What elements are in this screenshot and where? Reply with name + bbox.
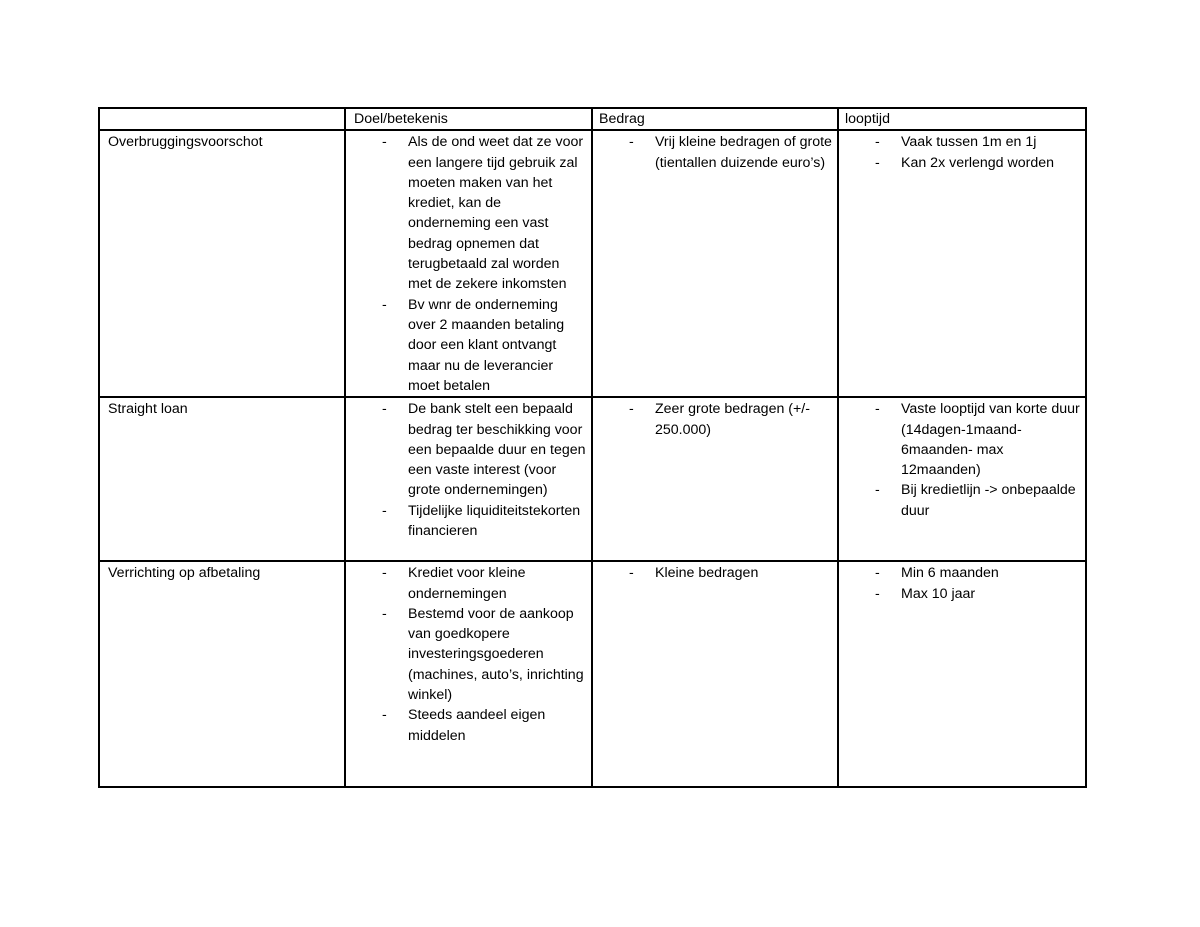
bedrag-list <box>593 131 837 173</box>
dash-bullet: - <box>382 565 387 582</box>
list-item: - Vaak tussen 1m en 1j <box>839 132 1085 152</box>
row-label: Straight loan <box>108 401 188 418</box>
list-item: - Kleine bedragen <box>593 563 837 583</box>
looptijd-list <box>839 131 1085 173</box>
list-item: - Steeds aandeel eigen middelen <box>382 707 546 744</box>
header-cell-doel <box>345 108 592 130</box>
list-item: - Als de ond weet dat ze voor een langere tijd gebruik zal moeten maken van het krediet, kan de onderneming een vast bedrag opnemen dat terugbetaald zal worden met de zekere inkomsten <box>382 134 584 293</box>
header-doel-label: Doel/betekenis <box>354 111 448 127</box>
doel-list <box>346 131 591 396</box>
doel-cell <box>345 561 592 787</box>
looptijd-cell <box>838 130 1086 397</box>
dash-bullet: - <box>382 707 387 724</box>
dash-bullet: - <box>629 134 634 151</box>
list-item: - Bv wnr de onderneming over 2 maanden betaling door een klant ontvangt maar nu de leverancier moet betalen <box>382 296 565 394</box>
looptijd-list <box>839 398 1085 521</box>
bedrag-cell <box>592 561 838 787</box>
dash-bullet: - <box>382 134 387 151</box>
list-item: - Tijdelijke liquiditeitstekorten financieren <box>382 502 581 540</box>
list-item: - Min 6 maanden <box>839 563 1085 583</box>
dash-bullet: - <box>382 401 387 418</box>
list-item: - Kan 2x verlengd worden <box>839 153 1085 173</box>
row-label-cell <box>99 397 345 561</box>
list-item: - De bank stelt een bepaald bedrag ter beschikking voor een bepaalde duur en tegen een vaste interest (voor grote ondernemingen) <box>382 401 586 499</box>
header-cell-empty <box>99 108 345 130</box>
looptijd-cell <box>838 561 1086 787</box>
dash-bullet: - <box>875 482 880 499</box>
doel-cell <box>345 130 592 397</box>
bedrag-cell <box>592 130 838 397</box>
row-label-cell <box>99 130 345 397</box>
table-row <box>99 561 1086 787</box>
dash-bullet: - <box>875 154 880 171</box>
table-row <box>99 130 1086 397</box>
dash-bullet: - <box>629 565 634 582</box>
list-item: - Max 10 jaar <box>839 584 1085 604</box>
bedrag-list <box>593 562 837 583</box>
list-item: - Vrij kleine bedragen of grote (tientallen duizende euro’s) <box>629 134 832 171</box>
list-item: - Zeer grote bedragen (+/- 250.000) <box>629 401 810 438</box>
bedrag-cell <box>592 397 838 561</box>
table-row <box>99 397 1086 561</box>
dash-bullet: - <box>629 401 634 418</box>
dash-bullet: - <box>875 585 880 602</box>
dash-bullet: - <box>382 605 387 622</box>
bedrag-list <box>593 398 837 440</box>
doel-cell <box>345 397 592 561</box>
list-item: - Bij kredietlijn -> onbepaalde duur <box>875 482 1076 519</box>
doel-list <box>346 562 591 746</box>
list-item: - Vaste looptijd van korte duur (14dagen-1maand-6maanden- max 12maanden) <box>875 401 1080 479</box>
doel-list <box>346 398 591 541</box>
list-item: - Bestemd voor de aankoop van goedkopere investeringsgoederen (machines, auto’s, inrichting winkel) <box>382 605 584 704</box>
dash-bullet: - <box>875 401 880 418</box>
row-label: Verrichting op afbetaling <box>108 565 261 582</box>
row-label: Overbruggingsvoorschot <box>108 134 263 151</box>
header-bedrag-label: Bedrag <box>599 111 645 127</box>
dash-bullet: - <box>875 134 880 151</box>
dash-bullet: - <box>382 296 387 313</box>
looptijd-cell <box>838 397 1086 561</box>
comparison-table <box>98 107 1087 788</box>
looptijd-list <box>839 562 1085 604</box>
header-looptijd-label: looptijd <box>845 111 890 127</box>
list-item: - Krediet voor kleine ondernemingen <box>382 565 526 602</box>
header-cell-bedrag <box>592 108 838 130</box>
row-label-cell <box>99 561 345 787</box>
table-header-row <box>99 108 1086 130</box>
dash-bullet: - <box>382 502 387 519</box>
header-cell-looptijd <box>838 108 1086 130</box>
dash-bullet: - <box>875 565 880 582</box>
